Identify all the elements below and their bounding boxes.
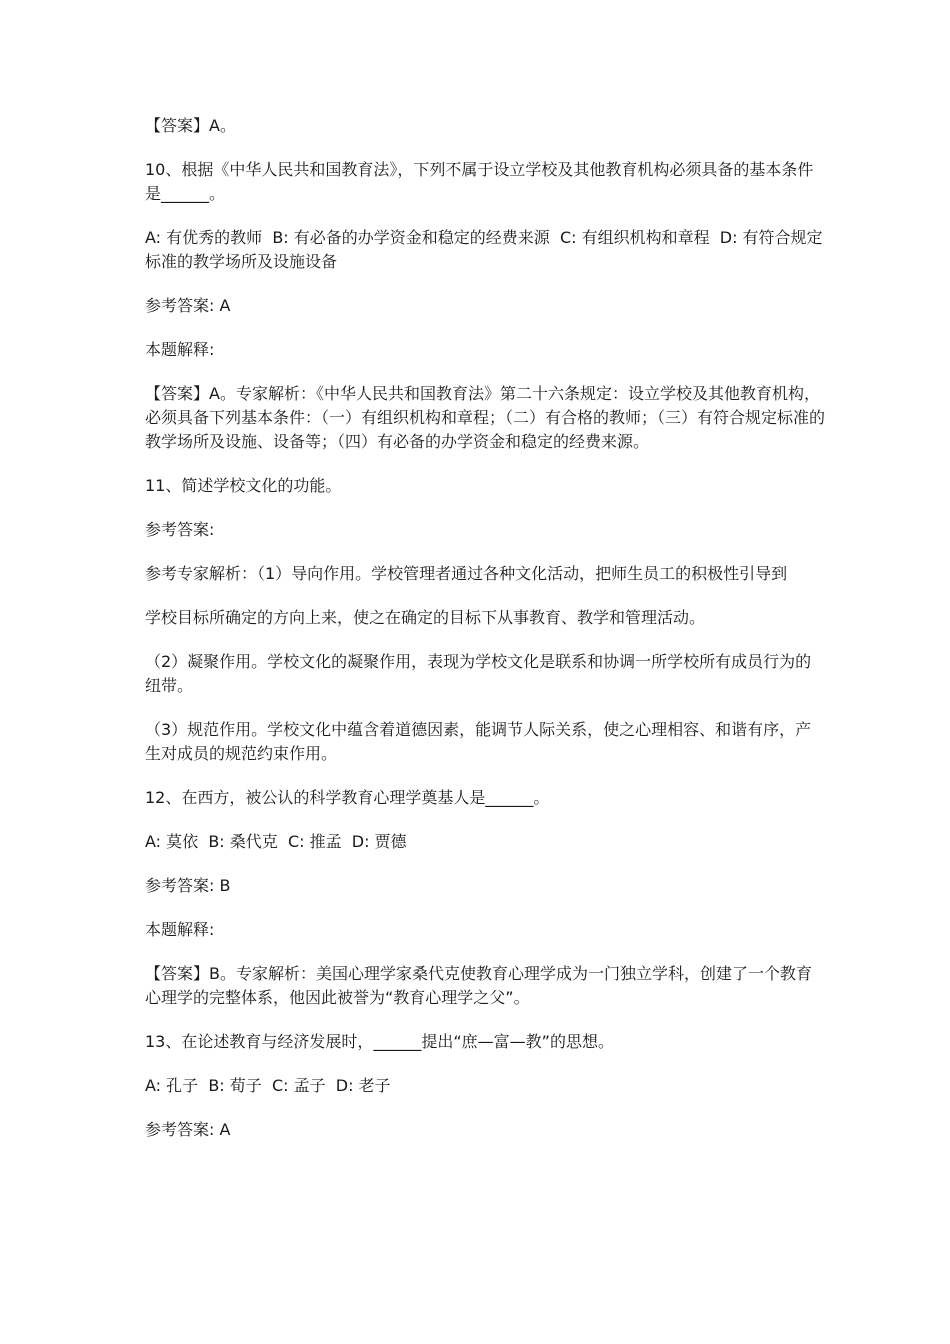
question-11-analysis-part-1: 参考专家解析：（1）导向作用。学校管理者通过各种文化活动，把师生员工的积极性引导到 [145, 564, 788, 583]
question-11-reference-answer-label: 参考答案: [145, 520, 215, 539]
question-12-reference-answer: 参考答案: B [145, 876, 231, 895]
question-10-options: A: 有优秀的教师 B: 有必备的办学资金和稳定的经费来源 C: 有组织机构和章程 D: 有符合规定标准的教学场所及设施设备 [145, 228, 823, 271]
question-12-explanation-label: 本题解释: [145, 920, 215, 939]
question-12-options: A: 莫依 B: 桑代克 C: 推孟 D: 贾德 [145, 832, 407, 851]
question-13-options: A: 孔子 B: 荀子 C: 孟子 D: 老子 [145, 1076, 391, 1095]
question-13: 13、在论述教育与经济发展时，______提出“庶—富—教”的思想。 [145, 1032, 614, 1051]
answer-line-q9: 【答案】A。 [145, 116, 236, 135]
question-13-reference-answer: 参考答案: A [145, 1120, 231, 1139]
question-11-analysis-part-3: （2）凝聚作用。学校文化的凝聚作用，表现为学校文化是联系和协调一所学校所有成员行为的纽带。 [145, 652, 812, 695]
question-10-explanation-label: 本题解释: [145, 340, 215, 359]
question-10: 10、根据《中华人民共和国教育法》，下列不属于设立学校及其他教育机构必须具备的基本条件是______。 [145, 160, 814, 203]
question-11-analysis-part-2: 学校目标所确定的方向上来，使之在确定的目标下从事教育、教学和管理活动。 [145, 608, 706, 627]
question-12-explanation: 【答案】B。专家解析：美国心理学家桑代克使教育心理学成为一门独立学科，创建了一个教育心理学的完整体系，他因此被誉为“教育心理学之父”。 [145, 964, 812, 1007]
question-12: 12、在西方，被公认的科学教育心理学奠基人是______。 [145, 788, 550, 807]
question-10-reference-answer: 参考答案: A [145, 296, 231, 315]
question-11-analysis-part-4: （3）规范作用。学校文化中蕴含着道德因素，能调节人际关系，使之心理相容、和谐有序，产生对成员的规范约束作用。 [145, 720, 812, 763]
question-11: 11、简述学校文化的功能。 [145, 476, 342, 495]
document-content [145, 114, 825, 1162]
question-10-explanation: 【答案】A。专家解析：《中华人民共和国教育法》第二十六条规定：设立学校及其他教育机构，必须具备下列基本条件：（一）有组织机构和章程；（二）有合格的教师；（三）有符合规定标准的教学场所及设施、设备等；（四）有必备的办学资金和稳定的经费来源。 [145, 384, 826, 451]
